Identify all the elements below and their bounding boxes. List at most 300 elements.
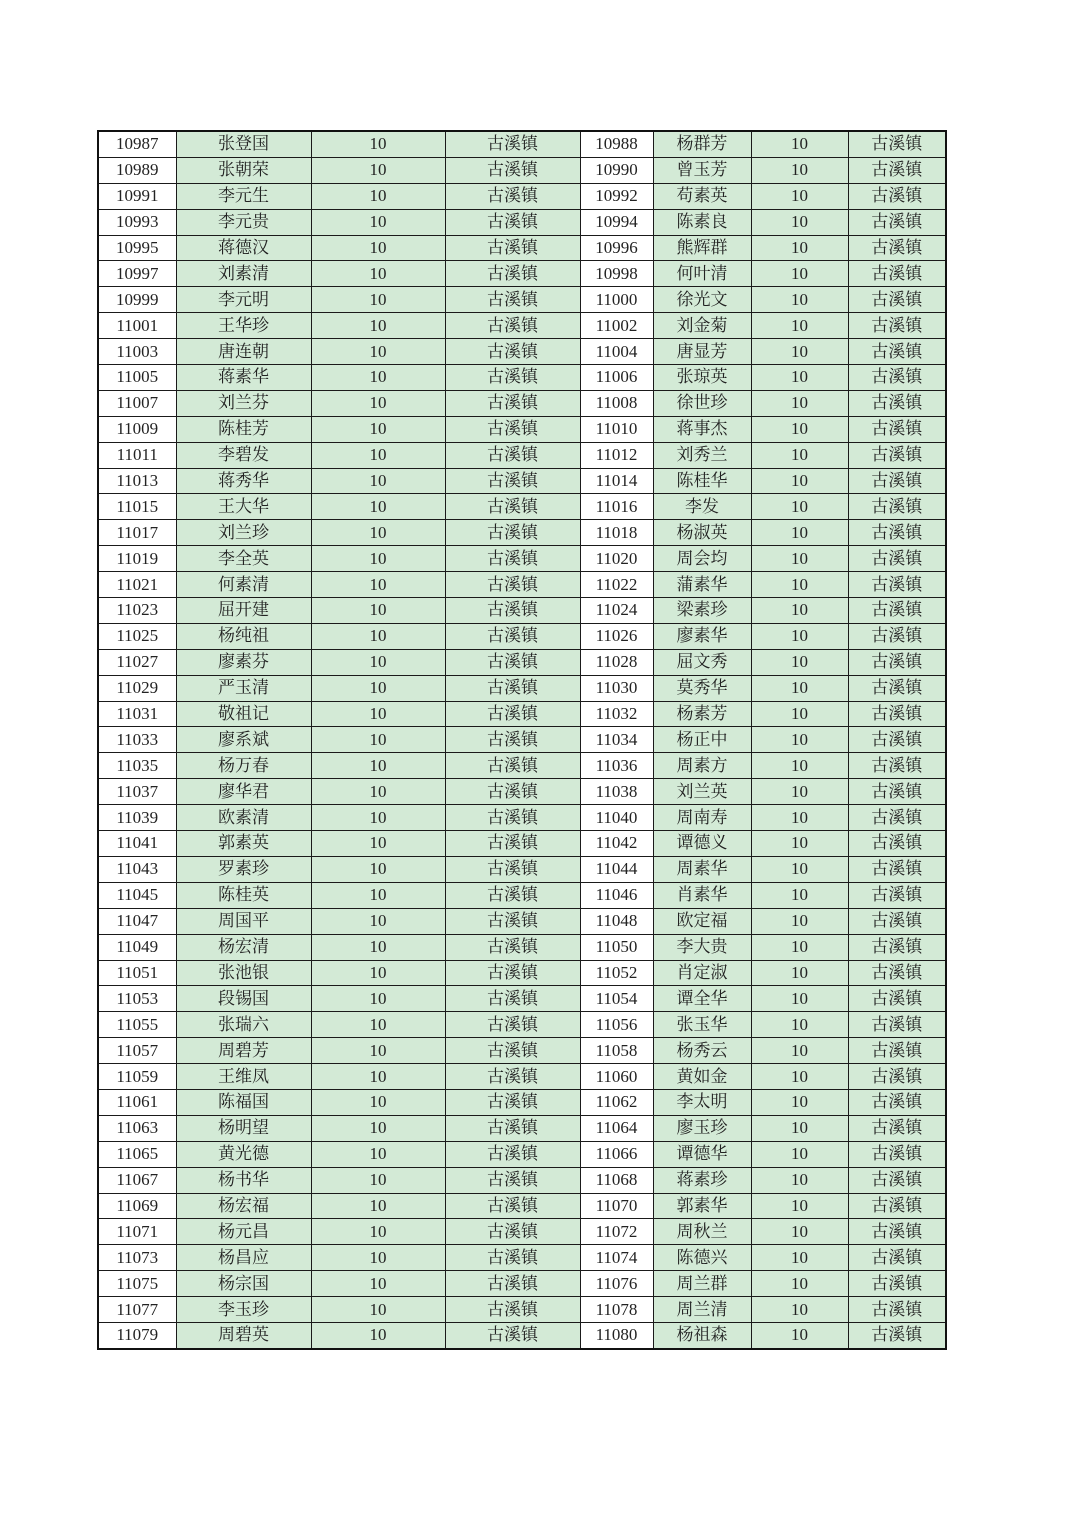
town-cell: 古溪镇 xyxy=(848,442,946,468)
town-cell: 古溪镇 xyxy=(445,675,580,701)
id-cell: 11078 xyxy=(580,1297,653,1323)
table-row xyxy=(98,1167,946,1193)
name-cell: 李大贵 xyxy=(653,934,751,960)
id-cell: 11021 xyxy=(98,572,176,598)
table-row xyxy=(98,1064,946,1090)
table-row xyxy=(98,908,946,934)
name-cell: 王大华 xyxy=(176,494,311,520)
id-cell: 11030 xyxy=(580,675,653,701)
id-cell: 11057 xyxy=(98,1038,176,1064)
id-cell: 11024 xyxy=(580,598,653,624)
table-row xyxy=(98,1245,946,1271)
points-cell: 10 xyxy=(311,675,445,701)
points-cell: 10 xyxy=(311,1322,445,1348)
id-cell: 10987 xyxy=(98,131,176,157)
points-cell: 10 xyxy=(311,1038,445,1064)
name-cell: 谭德华 xyxy=(653,1141,751,1167)
name-cell: 屈开建 xyxy=(176,598,311,624)
id-cell: 10996 xyxy=(580,235,653,261)
table-row xyxy=(98,1193,946,1219)
town-cell: 古溪镇 xyxy=(848,287,946,313)
id-cell: 10997 xyxy=(98,261,176,287)
town-cell: 古溪镇 xyxy=(848,209,946,235)
id-cell: 11043 xyxy=(98,856,176,882)
table-row xyxy=(98,986,946,1012)
points-cell: 10 xyxy=(751,468,848,494)
town-cell: 古溪镇 xyxy=(848,313,946,339)
points-cell: 10 xyxy=(311,753,445,779)
town-cell: 古溪镇 xyxy=(848,339,946,365)
points-cell: 10 xyxy=(751,131,848,157)
name-cell: 郭素华 xyxy=(653,1193,751,1219)
id-cell: 11056 xyxy=(580,1012,653,1038)
town-cell: 古溪镇 xyxy=(445,468,580,494)
name-cell: 罗素珍 xyxy=(176,856,311,882)
name-cell: 刘金菊 xyxy=(653,313,751,339)
table-row xyxy=(98,209,946,235)
table-row xyxy=(98,960,946,986)
name-cell: 杨宗国 xyxy=(176,1271,311,1297)
points-cell: 10 xyxy=(751,339,848,365)
town-cell: 古溪镇 xyxy=(445,986,580,1012)
name-cell: 敬祖记 xyxy=(176,701,311,727)
points-cell: 10 xyxy=(311,856,445,882)
name-cell: 肖定淑 xyxy=(653,960,751,986)
points-cell: 10 xyxy=(311,183,445,209)
id-cell: 11016 xyxy=(580,494,653,520)
points-cell: 10 xyxy=(311,986,445,1012)
name-cell: 陈福国 xyxy=(176,1089,311,1115)
points-cell: 10 xyxy=(751,598,848,624)
name-cell: 蒋秀华 xyxy=(176,468,311,494)
id-cell: 11061 xyxy=(98,1089,176,1115)
town-cell: 古溪镇 xyxy=(848,261,946,287)
id-cell: 11068 xyxy=(580,1167,653,1193)
id-cell: 10994 xyxy=(580,209,653,235)
id-cell: 10992 xyxy=(580,183,653,209)
town-cell: 古溪镇 xyxy=(445,623,580,649)
town-cell: 古溪镇 xyxy=(445,1089,580,1115)
points-cell: 10 xyxy=(751,520,848,546)
name-cell: 刘兰芬 xyxy=(176,390,311,416)
id-cell: 11014 xyxy=(580,468,653,494)
name-cell: 蒋素华 xyxy=(176,365,311,391)
town-cell: 古溪镇 xyxy=(445,494,580,520)
points-cell: 10 xyxy=(311,1245,445,1271)
town-cell: 古溪镇 xyxy=(848,494,946,520)
table-row xyxy=(98,805,946,831)
points-cell: 10 xyxy=(751,1089,848,1115)
town-cell: 古溪镇 xyxy=(848,1064,946,1090)
town-cell: 古溪镇 xyxy=(445,157,580,183)
name-cell: 李全英 xyxy=(176,546,311,572)
id-cell: 10993 xyxy=(98,209,176,235)
town-cell: 古溪镇 xyxy=(445,546,580,572)
name-cell: 廖系斌 xyxy=(176,727,311,753)
id-cell: 11041 xyxy=(98,831,176,857)
town-cell: 古溪镇 xyxy=(848,960,946,986)
name-cell: 李元明 xyxy=(176,287,311,313)
town-cell: 古溪镇 xyxy=(848,1297,946,1323)
id-cell: 11032 xyxy=(580,701,653,727)
town-cell: 古溪镇 xyxy=(445,1297,580,1323)
town-cell: 古溪镇 xyxy=(445,1245,580,1271)
id-cell: 11018 xyxy=(580,520,653,546)
points-cell: 10 xyxy=(751,908,848,934)
points-cell: 10 xyxy=(751,235,848,261)
points-cell: 10 xyxy=(311,908,445,934)
id-cell: 11045 xyxy=(98,882,176,908)
id-cell: 11053 xyxy=(98,986,176,1012)
id-cell: 10991 xyxy=(98,183,176,209)
points-cell: 10 xyxy=(751,1141,848,1167)
points-cell: 10 xyxy=(751,701,848,727)
name-cell: 何叶清 xyxy=(653,261,751,287)
name-cell: 廖素芬 xyxy=(176,649,311,675)
id-cell: 11044 xyxy=(580,856,653,882)
id-cell: 11009 xyxy=(98,416,176,442)
id-cell: 11015 xyxy=(98,494,176,520)
name-cell: 屈文秀 xyxy=(653,649,751,675)
points-cell: 10 xyxy=(311,598,445,624)
table-row xyxy=(98,131,946,157)
points-cell: 10 xyxy=(751,1064,848,1090)
town-cell: 古溪镇 xyxy=(848,468,946,494)
town-cell: 古溪镇 xyxy=(445,235,580,261)
name-cell: 陈桂华 xyxy=(653,468,751,494)
name-cell: 杨正中 xyxy=(653,727,751,753)
name-cell: 蒋德汉 xyxy=(176,235,311,261)
id-cell: 11062 xyxy=(580,1089,653,1115)
name-cell: 李发 xyxy=(653,494,751,520)
town-cell: 古溪镇 xyxy=(445,1038,580,1064)
id-cell: 11074 xyxy=(580,1245,653,1271)
table-row xyxy=(98,675,946,701)
town-cell: 古溪镇 xyxy=(848,1012,946,1038)
table-row xyxy=(98,313,946,339)
table-row xyxy=(98,831,946,857)
name-cell: 刘秀兰 xyxy=(653,442,751,468)
points-cell: 10 xyxy=(751,183,848,209)
town-cell: 古溪镇 xyxy=(445,1322,580,1348)
table-row xyxy=(98,261,946,287)
name-cell: 刘兰英 xyxy=(653,779,751,805)
town-cell: 古溪镇 xyxy=(848,1089,946,1115)
id-cell: 11046 xyxy=(580,882,653,908)
points-cell: 10 xyxy=(311,416,445,442)
town-cell: 古溪镇 xyxy=(445,287,580,313)
name-cell: 张瑞六 xyxy=(176,1012,311,1038)
id-cell: 11063 xyxy=(98,1115,176,1141)
points-cell: 10 xyxy=(311,960,445,986)
town-cell: 古溪镇 xyxy=(848,235,946,261)
points-cell: 10 xyxy=(311,1012,445,1038)
town-cell: 古溪镇 xyxy=(848,779,946,805)
id-cell: 11013 xyxy=(98,468,176,494)
town-cell: 古溪镇 xyxy=(445,1115,580,1141)
table-row xyxy=(98,365,946,391)
table-row xyxy=(98,779,946,805)
id-cell: 11079 xyxy=(98,1322,176,1348)
points-cell: 10 xyxy=(311,546,445,572)
name-cell: 杨昌应 xyxy=(176,1245,311,1271)
table-row xyxy=(98,598,946,624)
points-cell: 10 xyxy=(311,365,445,391)
name-cell: 肖素华 xyxy=(653,882,751,908)
id-cell: 11075 xyxy=(98,1271,176,1297)
name-cell: 张登国 xyxy=(176,131,311,157)
town-cell: 古溪镇 xyxy=(848,546,946,572)
name-cell: 周素华 xyxy=(653,856,751,882)
points-cell: 10 xyxy=(751,1271,848,1297)
town-cell: 古溪镇 xyxy=(445,960,580,986)
name-cell: 杨书华 xyxy=(176,1167,311,1193)
name-cell: 杨群芳 xyxy=(653,131,751,157)
id-cell: 10988 xyxy=(580,131,653,157)
id-cell: 11069 xyxy=(98,1193,176,1219)
id-cell: 10989 xyxy=(98,157,176,183)
points-cell: 10 xyxy=(751,1038,848,1064)
town-cell: 古溪镇 xyxy=(848,416,946,442)
town-cell: 古溪镇 xyxy=(445,572,580,598)
town-cell: 古溪镇 xyxy=(445,649,580,675)
name-cell: 欧定福 xyxy=(653,908,751,934)
id-cell: 11010 xyxy=(580,416,653,442)
name-cell: 周秋兰 xyxy=(653,1219,751,1245)
town-cell: 古溪镇 xyxy=(848,701,946,727)
id-cell: 11052 xyxy=(580,960,653,986)
name-cell: 莫秀华 xyxy=(653,675,751,701)
town-cell: 古溪镇 xyxy=(445,390,580,416)
name-cell: 周南寿 xyxy=(653,805,751,831)
id-cell: 10998 xyxy=(580,261,653,287)
points-cell: 10 xyxy=(311,1115,445,1141)
id-cell: 11050 xyxy=(580,934,653,960)
name-cell: 周兰群 xyxy=(653,1271,751,1297)
town-cell: 古溪镇 xyxy=(848,1038,946,1064)
table-row xyxy=(98,882,946,908)
name-cell: 张玉华 xyxy=(653,1012,751,1038)
id-cell: 11006 xyxy=(580,365,653,391)
town-cell: 古溪镇 xyxy=(445,131,580,157)
town-cell: 古溪镇 xyxy=(848,390,946,416)
name-cell: 杨宏福 xyxy=(176,1193,311,1219)
name-cell: 徐光文 xyxy=(653,287,751,313)
id-cell: 11071 xyxy=(98,1219,176,1245)
name-cell: 杨淑英 xyxy=(653,520,751,546)
points-cell: 10 xyxy=(751,442,848,468)
id-cell: 11011 xyxy=(98,442,176,468)
points-cell: 10 xyxy=(751,779,848,805)
id-cell: 11060 xyxy=(580,1064,653,1090)
name-cell: 郭素英 xyxy=(176,831,311,857)
id-cell: 11031 xyxy=(98,701,176,727)
town-cell: 古溪镇 xyxy=(848,1115,946,1141)
id-cell: 11049 xyxy=(98,934,176,960)
name-cell: 谭德义 xyxy=(653,831,751,857)
points-cell: 10 xyxy=(751,1167,848,1193)
town-cell: 古溪镇 xyxy=(445,753,580,779)
name-cell: 周国平 xyxy=(176,908,311,934)
name-cell: 欧素清 xyxy=(176,805,311,831)
points-cell: 10 xyxy=(311,805,445,831)
town-cell: 古溪镇 xyxy=(848,856,946,882)
id-cell: 11037 xyxy=(98,779,176,805)
id-cell: 11007 xyxy=(98,390,176,416)
town-cell: 古溪镇 xyxy=(848,1141,946,1167)
name-cell: 周会均 xyxy=(653,546,751,572)
town-cell: 古溪镇 xyxy=(848,572,946,598)
town-cell: 古溪镇 xyxy=(445,520,580,546)
points-cell: 10 xyxy=(311,1064,445,1090)
name-cell: 苟素英 xyxy=(653,183,751,209)
id-cell: 11023 xyxy=(98,598,176,624)
name-cell: 曾玉芳 xyxy=(653,157,751,183)
town-cell: 古溪镇 xyxy=(848,727,946,753)
points-cell: 10 xyxy=(751,287,848,313)
id-cell: 11038 xyxy=(580,779,653,805)
table-row xyxy=(98,1115,946,1141)
town-cell: 古溪镇 xyxy=(848,520,946,546)
table-row xyxy=(98,1141,946,1167)
points-cell: 10 xyxy=(311,442,445,468)
points-cell: 10 xyxy=(311,313,445,339)
points-cell: 10 xyxy=(751,675,848,701)
points-cell: 10 xyxy=(751,546,848,572)
name-cell: 张朝荣 xyxy=(176,157,311,183)
town-cell: 古溪镇 xyxy=(445,908,580,934)
town-cell: 古溪镇 xyxy=(445,1141,580,1167)
id-cell: 11067 xyxy=(98,1167,176,1193)
id-cell: 11000 xyxy=(580,287,653,313)
id-cell: 11055 xyxy=(98,1012,176,1038)
town-cell: 古溪镇 xyxy=(848,1193,946,1219)
points-cell: 10 xyxy=(751,805,848,831)
town-cell: 古溪镇 xyxy=(848,908,946,934)
points-cell: 10 xyxy=(311,131,445,157)
town-cell: 古溪镇 xyxy=(445,779,580,805)
points-cell: 10 xyxy=(751,416,848,442)
town-cell: 古溪镇 xyxy=(445,1167,580,1193)
points-cell: 10 xyxy=(751,986,848,1012)
name-cell: 张池银 xyxy=(176,960,311,986)
town-cell: 古溪镇 xyxy=(445,183,580,209)
name-cell: 梁素珍 xyxy=(653,598,751,624)
id-cell: 11051 xyxy=(98,960,176,986)
points-cell: 10 xyxy=(311,1193,445,1219)
points-cell: 10 xyxy=(311,623,445,649)
town-cell: 古溪镇 xyxy=(445,313,580,339)
table-row xyxy=(98,1219,946,1245)
town-cell: 古溪镇 xyxy=(445,261,580,287)
table-row xyxy=(98,753,946,779)
id-cell: 11019 xyxy=(98,546,176,572)
roster-table xyxy=(97,130,947,1350)
name-cell: 段锡国 xyxy=(176,986,311,1012)
points-cell: 10 xyxy=(751,1297,848,1323)
name-cell: 周碧芳 xyxy=(176,1038,311,1064)
name-cell: 黄光德 xyxy=(176,1141,311,1167)
name-cell: 廖素华 xyxy=(653,623,751,649)
town-cell: 古溪镇 xyxy=(445,701,580,727)
table-row xyxy=(98,494,946,520)
town-cell: 古溪镇 xyxy=(848,598,946,624)
town-cell: 古溪镇 xyxy=(848,934,946,960)
table-row xyxy=(98,727,946,753)
table-row xyxy=(98,390,946,416)
name-cell: 杨万春 xyxy=(176,753,311,779)
id-cell: 11017 xyxy=(98,520,176,546)
name-cell: 周素方 xyxy=(653,753,751,779)
points-cell: 10 xyxy=(311,882,445,908)
points-cell: 10 xyxy=(311,1297,445,1323)
points-cell: 10 xyxy=(751,934,848,960)
town-cell: 古溪镇 xyxy=(848,753,946,779)
id-cell: 11033 xyxy=(98,727,176,753)
points-cell: 10 xyxy=(751,1322,848,1348)
table-row xyxy=(98,1297,946,1323)
name-cell: 唐显芳 xyxy=(653,339,751,365)
town-cell: 古溪镇 xyxy=(848,986,946,1012)
name-cell: 唐连朝 xyxy=(176,339,311,365)
points-cell: 10 xyxy=(311,209,445,235)
name-cell: 严玉清 xyxy=(176,675,311,701)
town-cell: 古溪镇 xyxy=(848,805,946,831)
points-cell: 10 xyxy=(311,157,445,183)
town-cell: 古溪镇 xyxy=(848,131,946,157)
town-cell: 古溪镇 xyxy=(445,598,580,624)
points-cell: 10 xyxy=(311,494,445,520)
name-cell: 熊辉群 xyxy=(653,235,751,261)
id-cell: 11012 xyxy=(580,442,653,468)
table-row xyxy=(98,235,946,261)
points-cell: 10 xyxy=(311,468,445,494)
table-row xyxy=(98,520,946,546)
id-cell: 11035 xyxy=(98,753,176,779)
name-cell: 杨秀云 xyxy=(653,1038,751,1064)
id-cell: 11070 xyxy=(580,1193,653,1219)
name-cell: 杨元昌 xyxy=(176,1219,311,1245)
points-cell: 10 xyxy=(311,520,445,546)
table-row xyxy=(98,1038,946,1064)
town-cell: 古溪镇 xyxy=(445,209,580,235)
table-row xyxy=(98,287,946,313)
id-cell: 11022 xyxy=(580,572,653,598)
id-cell: 10990 xyxy=(580,157,653,183)
points-cell: 10 xyxy=(751,1012,848,1038)
table-row xyxy=(98,157,946,183)
table-row xyxy=(98,701,946,727)
id-cell: 11036 xyxy=(580,753,653,779)
table-row xyxy=(98,623,946,649)
town-cell: 古溪镇 xyxy=(445,339,580,365)
id-cell: 11027 xyxy=(98,649,176,675)
id-cell: 11004 xyxy=(580,339,653,365)
points-cell: 10 xyxy=(311,287,445,313)
name-cell: 李太明 xyxy=(653,1089,751,1115)
town-cell: 古溪镇 xyxy=(445,831,580,857)
points-cell: 10 xyxy=(751,960,848,986)
name-cell: 杨祖森 xyxy=(653,1322,751,1348)
name-cell: 杨明望 xyxy=(176,1115,311,1141)
points-cell: 10 xyxy=(311,1167,445,1193)
town-cell: 古溪镇 xyxy=(848,1322,946,1348)
town-cell: 古溪镇 xyxy=(445,1064,580,1090)
points-cell: 10 xyxy=(311,701,445,727)
name-cell: 廖玉珍 xyxy=(653,1115,751,1141)
name-cell: 蒋事杰 xyxy=(653,416,751,442)
town-cell: 古溪镇 xyxy=(848,623,946,649)
